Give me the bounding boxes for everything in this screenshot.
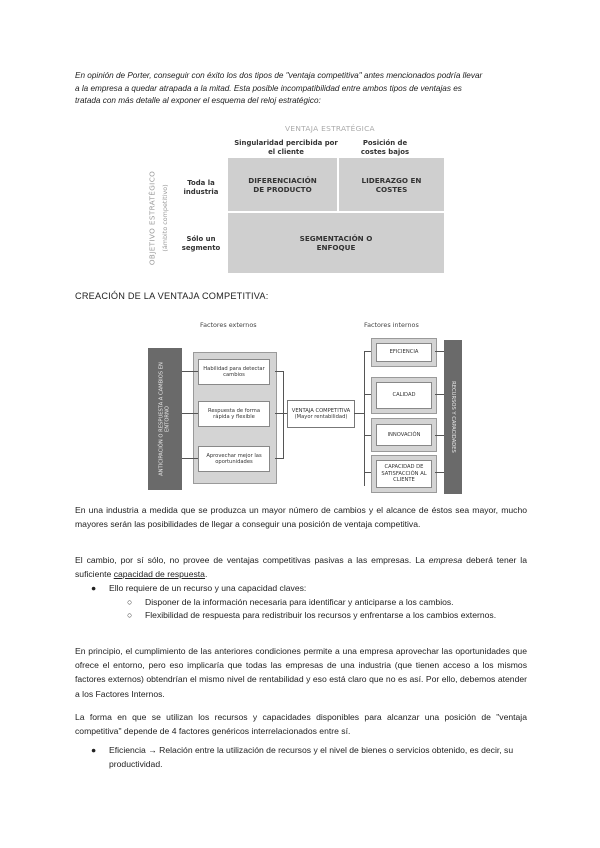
cell-liderazgo-costes: LIDERAZGO EN COSTES (339, 158, 444, 211)
porter-strategies-diagram (148, 118, 448, 278)
ambito-competitivo-label: (ámbito competitivo) (161, 184, 169, 252)
list-item: ● Eficiencia → Relación entre la utilización de recursos y el nivel de bienes o servicios obtenido, es decir, su productividad. (91, 745, 514, 769)
cell-segmentacion: SEGMENTACIÓN O ENFOQUE (228, 213, 444, 273)
ext-box-opportunities: Aprovechar mejor las oportunidades (198, 446, 270, 472)
factors-list (75, 743, 527, 771)
center-box-title: VENTAJA COMPETITIVA (291, 407, 351, 414)
ext-box-detect: Habilidad para detectar cambios (198, 359, 270, 385)
intro-line-2: a la empresa a quedar atrapada a la mitad. Esta posible incompatibilidad entre ambos tipos de ventajas es (75, 83, 462, 93)
right-bar-text: RECURSOS Y CAPACIDADES (450, 381, 457, 453)
intro-line-1: En opinión de Porter, conseguir con éxito los dos tipos de "ventaja competitiva" antes mencionados podría llevar (75, 71, 483, 80)
external-factors-title: Factores externos (200, 321, 257, 329)
int-box-calidad: CALIDAD (376, 382, 432, 409)
ventaja-estrategica-title: VENTAJA ESTRATÉGICA (285, 124, 375, 133)
ext-box-respond: Respuesta de forma rápida y flexible (198, 401, 270, 427)
left-vertical-bar (148, 348, 182, 490)
capacidad-respuesta-underlined: capacidad de respuesta (113, 569, 205, 580)
bullet-circle-icon: ○ (127, 596, 133, 607)
int-box-innovacion: INNOVACIÓN (376, 424, 432, 446)
row-label-toda-industria: Toda la industria (183, 179, 219, 196)
left-bar-text: ANTICIPACIÓN O RESPUESTA A CAMBIOS EN ENTORNO (158, 362, 171, 476)
row-label-segmento: Sólo un segmento (181, 235, 221, 252)
list-item: ● Ello requiere de un recurso y una capacidad claves: (75, 582, 527, 596)
bullet-circle-icon: ○ (127, 610, 133, 621)
col-label-costes: Posición de costes bajos (360, 139, 410, 156)
intro-paragraph (75, 70, 527, 108)
list-item: ○ Flexibilidad de respuesta para redistribuir los recursos y enfrentarse a los cambios externos. (75, 609, 527, 623)
paragraph-4: La forma en que se utilizan los recursos y capacidades disponibles para alcanzar una posición de "ventaja competitiva" depende de 4 factores genéricos interrelacionados entre sí. (75, 712, 527, 737)
int-box-satisfaccion: CAPACIDAD DE SATISFACCIÓN AL CLIENTE (376, 460, 432, 488)
right-vertical-bar (444, 340, 462, 494)
eficiencia-term: Eficiencia (109, 745, 146, 755)
right-arrow-icon: → (148, 745, 157, 755)
center-box-subtitle: (Mayor rentabilidad) (294, 414, 348, 420)
section-heading: CREACIÓN DE LA VENTAJA COMPETITIVA: (75, 291, 269, 301)
center-box-ventaja (287, 400, 355, 428)
paragraph-2: El cambio, por sí sólo, no provee de ventajas competitivas pasivas a las empresas. La empresa deberá tener la suficiente capacidad de respuesta. (75, 555, 527, 580)
bullet-dot-icon: ● (91, 583, 97, 593)
bullet-dot-icon: ● (91, 745, 97, 755)
paragraph-1: En una industria a medida que se produzca un mayor número de cambios y el alcance de éstos sea mayor, mucho mayores serán las posibilidades de llegar a conseguir una posición de ventaja competitiva. (75, 505, 527, 530)
list-item: ○ Disponer de la información necesaria para identificar y anticiparse a los cambios. (75, 596, 527, 610)
cell-diferenciacion: DIFERENCIACIÓN DE PRODUCTO (228, 158, 337, 211)
intro-line-3: tratada con más detalle al exponer el esquema del reloj estratégico: (75, 96, 321, 106)
empresa-emphasis: empresa (428, 555, 463, 565)
competitive-advantage-diagram (148, 318, 464, 496)
int-box-eficiencia: EFICIENCIA (376, 343, 432, 362)
paragraph-3: En principio, el cumplimiento de las anteriores condiciones permite a una empresa aprovechar las oportunidades que ofrece el entorno, pero eso implicaría que todas las empresas de una industria (que tienen acceso a los mismos factores externos) obtendrían el mismo nivel de rentabilidad y eso está claro que no es así. Por ello, debemos atender a los Factores Internos. (75, 646, 527, 699)
requirements-list (75, 582, 527, 623)
objetivo-estrategico-label: OBJETIVO ESTRATÉGICO (147, 170, 157, 266)
col-label-singularidad: Singularidad percibida por el cliente (234, 139, 338, 156)
internal-factors-title: Factores internos (364, 321, 419, 329)
